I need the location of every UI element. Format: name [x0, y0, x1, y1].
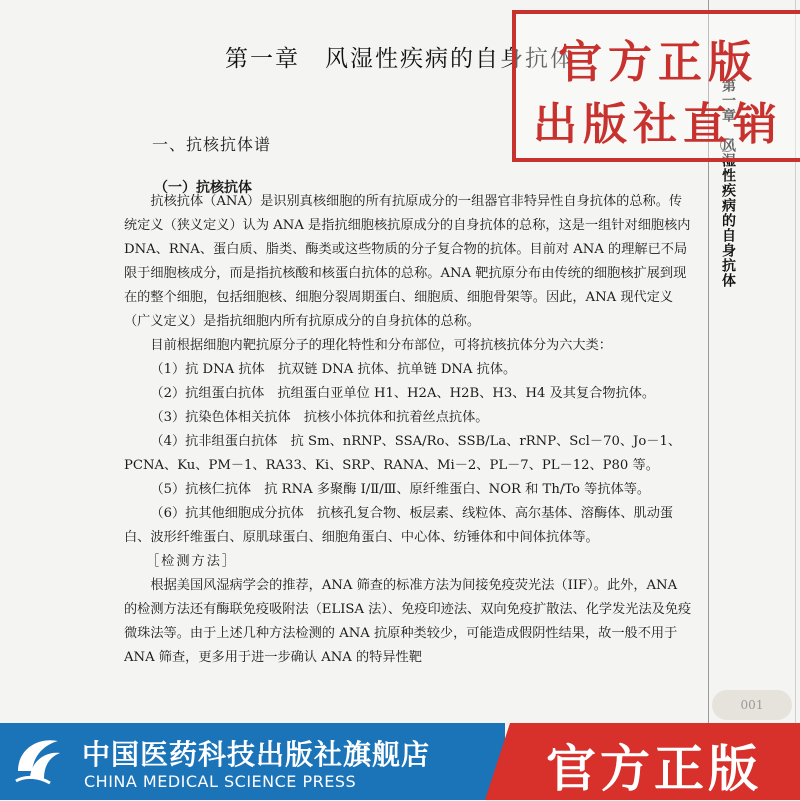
publisher-name-cn: 中国医药科技出版社旗舰店 [82, 738, 431, 771]
store-banner [0, 723, 800, 800]
official-label: 官方正版 [546, 740, 762, 798]
paragraph: （5）抗核仁抗体 抗 RNA 多聚酶 Ⅰ/Ⅱ/Ⅲ、原纤维蛋白、NOR 和 Th/To 等抗体等。 [150, 482, 651, 497]
official-stamp [512, 10, 800, 162]
paragraph: （6）抗其他细胞成分抗体 抗核孔复合物、板层素、线粒体、高尔基体、溶酶体、肌动蛋白、波形纤维蛋白、原肌球蛋白、细胞角蛋白、中心体、纺锤体和中间体抗体等。 [124, 506, 674, 545]
paragraph: 抗核抗体（ANA）是识别真核细胞的所有抗原成分的一组器官非特异性自身抗体的总称。传统定义（狭义定义）认为 ANA 是指抗细胞核抗原成分的自身抗体的总称，这是一组针对细胞核内 DNA、RNA、蛋白质、脂类、酶类或这些物质的分子复合物的抗体。目前对 ANA 的理解已不局限于细胞核成分，而是指抗核酸和核蛋白抗体的总称。ANA 靶抗原分布由传统的细胞核扩展到现在的整个细胞，包括细胞核、细胞分裂周期蛋白、细胞质、细胞骨架等。因此，ANA 现代定义（广义定义）是指抗细胞内所有抗原成分的自身抗体的总称。 [124, 194, 691, 329]
method-tag: ［检测方法］ [146, 554, 238, 569]
page-number: 001 [712, 690, 792, 720]
publisher-name-en: CHINA MEDICAL SCIENCE PRESS [84, 772, 357, 791]
sub-heading: （一）抗核抗体 [154, 180, 252, 196]
paragraph: 目前根据细胞内靶抗原分子的理化特性和分布部位，可将抗核抗体分为六大类： [150, 338, 612, 353]
body-text [124, 190, 694, 670]
paragraph: （1）抗 DNA 抗体 抗双链 DNA 抗体、抗单链 DNA 抗体。 [150, 362, 517, 377]
paragraph: （2）抗组蛋白抗体 抗组蛋白亚单位 H1、H2A、H2B、H3、H4 及其复合物抗体。 [150, 386, 656, 401]
stamp-line-1: 官方正版 [558, 37, 758, 88]
publisher-logo-icon [10, 731, 68, 789]
chapter-title: 第一章 风湿性疾病的自身抗体 [225, 46, 575, 72]
stamp-line-2: 出版社直销 [533, 99, 783, 150]
section-heading: 一、抗核抗体谱 [152, 135, 272, 154]
paragraph: （4）抗非组蛋白抗体 抗 Sm、nRNP、SSA/Ro、SSB/La、rRNP、Scl－70、Jo－1、PCNA、Ku、PM－1、RA33、Ki、SRP、RANA、Mi－2、PL－7、PL－12、P80 等。 [124, 434, 682, 473]
paragraph: （3）抗染色体相关抗体 抗核小体抗体和抗着丝点抗体。 [150, 410, 489, 425]
method-paragraph: 根据美国风湿病学会的推荐，ANA 筛查的标准方法为间接免疫荧光法（IIF）。此外，ANA 的检测方法还有酶联免疫吸附法（ELISA 法）、免疫印迹法、双向免疫扩散法、化学发光法及免疫微珠法等。由于上述几种方法检测的 ANA 抗原种类较少，可能造成假阴性结果，故一般不用于 ANA 筛查，更多用于进一步确认 ANA 的特异性靶 [124, 578, 692, 665]
running-header-vertical: 第一章 风湿性疾病的自身抗体 [720, 78, 736, 288]
